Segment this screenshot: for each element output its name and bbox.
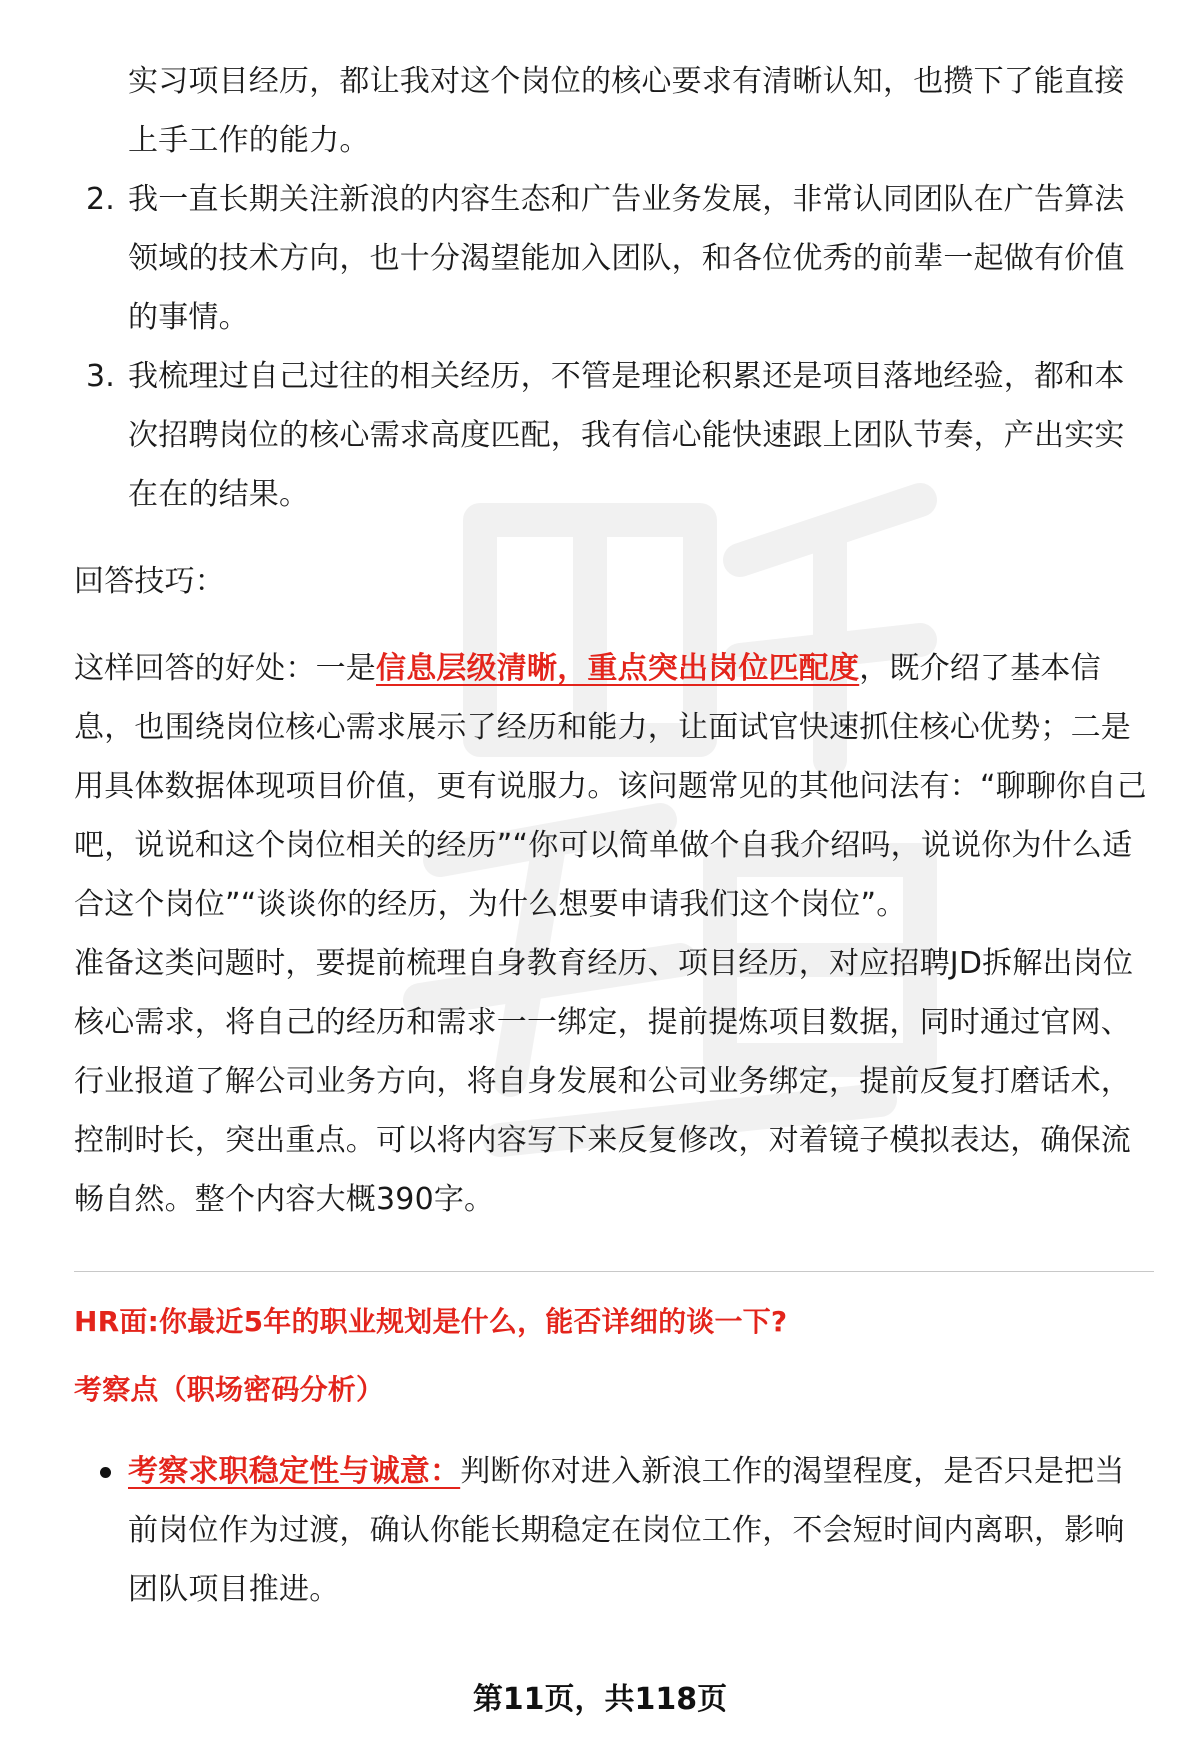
list-number: 3. xyxy=(86,359,116,394)
tips-p1-before: 这样回答的好处：一是 xyxy=(74,651,376,686)
tips-p1-after: ，既介绍了基本信息，也围绕岗位核心需求展示了经历和能力，让面试官快速抓住核心优势；二是用具体数据体现项目价值，更有说服力。该问题常见的其他问法有：“聊聊你自己吧，说说和这个岗位相关的经历”“你可以简单做个自我介绍吗，说说你为什么适合这个岗位”“谈谈你的经历，为什么想要申请我们这个岗位”。 xyxy=(74,651,1147,922)
list-item-text: 我梳理过自己过往的相关经历，不管是理论积累还是项目落地经验，都和本次招聘岗位的核心需求高度匹配，我有信心能快速跟上团队节奏，产出实实在在的结果。 xyxy=(128,359,1125,512)
bullet-text: 判断你对进入新浪工作的渴望程度，是否只是把当前岗位作为过渡，确认你能长期稳定在岗位工作，不会短时间内离职，影响团队项目推进。 xyxy=(128,1454,1125,1607)
bullet-list xyxy=(74,1442,1154,1619)
list-number: 2. xyxy=(86,182,116,217)
section-divider xyxy=(74,1271,1154,1272)
list-item-3 xyxy=(74,347,1154,524)
page-footer: 第11页，共118页 xyxy=(472,1682,728,1717)
intro-continuation: 实习项目经历，都让我对这个岗位的核心要求有清晰认知，也攒下了能直接上手工作的能力。 xyxy=(128,64,1125,158)
tips-paragraph-2: 准备这类问题时，要提前梳理自身教育经历、项目经历，对应招聘JD拆解出岗位核心需求，将自己的经历和需求一一绑定，提前提炼项目数据，同时通过官网、行业报道了解公司业务方向，将自身发展和公司业务绑定，提前反复打磨话术，控制时长，突出重点。可以将内容写下来反复修改，对着镜子模拟表达，确保流畅自然。整个内容大概390字。 xyxy=(74,946,1134,1217)
tips-heading: 回答技巧： xyxy=(74,564,225,599)
tips-paragraph-1 xyxy=(74,639,1154,934)
document-body xyxy=(74,52,1154,1619)
bullet-label: 考察求职稳定性与诚意： xyxy=(128,1454,461,1489)
question-title: HR面:你最近5年的职业规划是什么，能否详细的谈一下? xyxy=(74,1305,788,1338)
question-subtitle: 考察点（职场密码分析） xyxy=(74,1373,385,1406)
bullet-item xyxy=(74,1442,1154,1619)
tips-highlight: 信息层级清晰，重点突出岗位匹配度 xyxy=(376,651,860,686)
bullet-dot-icon xyxy=(100,1467,111,1478)
numbered-list xyxy=(74,170,1154,524)
list-item-2 xyxy=(74,170,1154,347)
list-item-text: 我一直长期关注新浪的内容生态和广告业务发展，非常认同团队在广告算法领域的技术方向，也十分渴望能加入团队，和各位优秀的前辈一起做有价值的事情。 xyxy=(128,182,1125,335)
